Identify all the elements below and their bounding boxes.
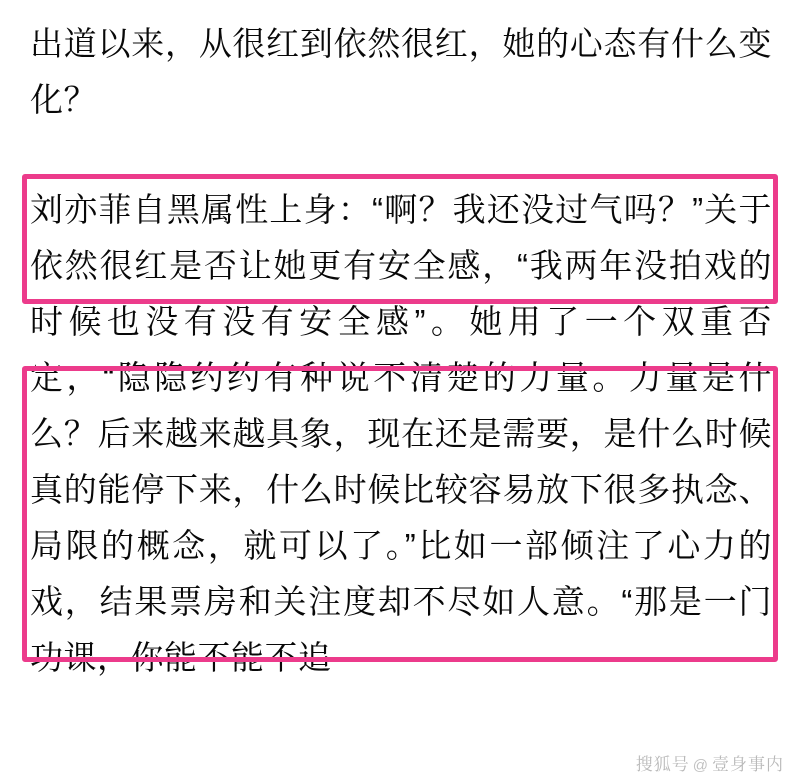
body-paragraph: 刘亦菲自黑属性上身：“啊？我还没过气吗？”关于依然很红是否让她更有安全感，“我两年没拍戏的时候也没有没有安全感”。她用了一个双重否定，“隐隐约约有种说不清楚的力量。力量是什么？后来越来越具象，现在还是需要，是什么时候真的能停下来，什么时候比较容易放下很多执念、局限的概念，就可以了。”比如一部倾注了心力的戏，结果票房和关注度却不尽如人意。“那是一门功课，你能不能不追: [30, 191, 772, 676]
watermark-logo-icon: @: [692, 757, 709, 774]
watermark-suffix: 壹身事内: [712, 755, 784, 774]
intro-question-paragraph: 出道以来，从很红到依然很红，她的心态有什么变化？: [30, 25, 772, 118]
watermark-prefix: 搜狐号: [635, 755, 690, 774]
watermark: [636, 750, 784, 775]
